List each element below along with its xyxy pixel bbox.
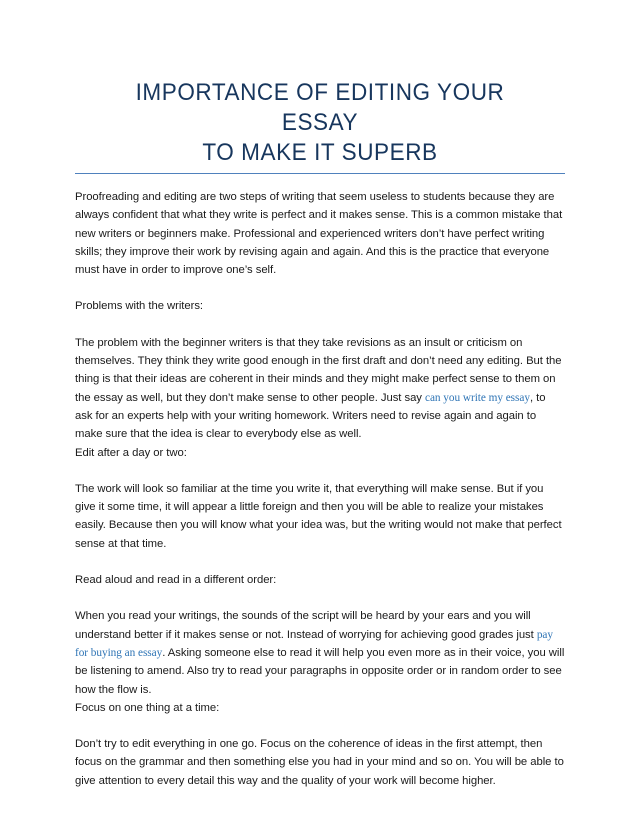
problems-paragraph bbox=[75, 334, 565, 444]
link-buying-essay[interactable]: pay for buying an essay bbox=[75, 628, 553, 659]
link-write-my-essay[interactable]: can you write my essay bbox=[425, 391, 530, 404]
problems-text-a: The problem with the beginner writers is that they take revisions as an insult or criticism on themselves. They think they write good enough in the first draft and don’t need any editing. But the thing is that their ideas are coherent in their minds and they might make perfect sense to them on the essay as well, but they don’t make sense to other people. Just say bbox=[75, 336, 562, 404]
read-aloud-text-a: When you read your writings, the sounds of the script will be heard by your ears and you will understand better if it makes sense or not. Instead of worrying for achieving good grades just bbox=[75, 610, 537, 641]
problems-text-b: , to ask for an experts help with your writing homework. Writers need to revise again and again to make sure that the idea is clear to everybody else as well. bbox=[75, 391, 546, 441]
document-page bbox=[75, 78, 565, 790]
title-underline bbox=[75, 173, 565, 174]
heading-read-aloud: Read aloud and read in a different order: bbox=[75, 574, 277, 587]
heading-problems: Problems with the writers: bbox=[75, 300, 204, 313]
focus-paragraph: Don’t try to edit everything in one go. Focus on the coherence of ideas in the first attempt, then focus on the grammar and then something else you had in your mind and so on. You will be able to give attention to every detail this way and the quality of your work will become higher. bbox=[75, 738, 564, 787]
read-aloud-paragraph bbox=[75, 607, 565, 698]
heading-focus: Focus on one thing at a time: bbox=[75, 701, 220, 714]
title-line-1: IMPORTANCE OF EDITING YOUR ESSAY bbox=[135, 79, 505, 136]
read-aloud-text-b: . Asking someone else to read it will help you even more as in their voice, you will be listening to amend. Also try to read your paragraphs in opposite order or in random order to see how the flow is. bbox=[75, 646, 565, 696]
edit-after-paragraph: The work will look so familiar at the time you write it, that everything will make sense. But if you give it some time, it will appear a little foreign and then you will be able to realize your mistakes easily. Because then you will know what your idea was, but the writing would not make that perfect sense at that time. bbox=[75, 482, 562, 550]
intro-paragraph: Proofreading and editing are two steps of writing that seem useless to students because they are always confident that what they write is perfect and it makes sense. This is a common mistake that new writers or beginners make. Professional and experienced writers don’t have perfect writing skills; they improve their work by revising again and again. And this is the practice that everyone must have in order to improve one’s self. bbox=[75, 191, 563, 277]
heading-edit-after: Edit after a day or two: bbox=[75, 446, 187, 459]
title-line-2: TO MAKE IT SUPERB bbox=[202, 139, 438, 166]
document-title bbox=[95, 78, 546, 168]
